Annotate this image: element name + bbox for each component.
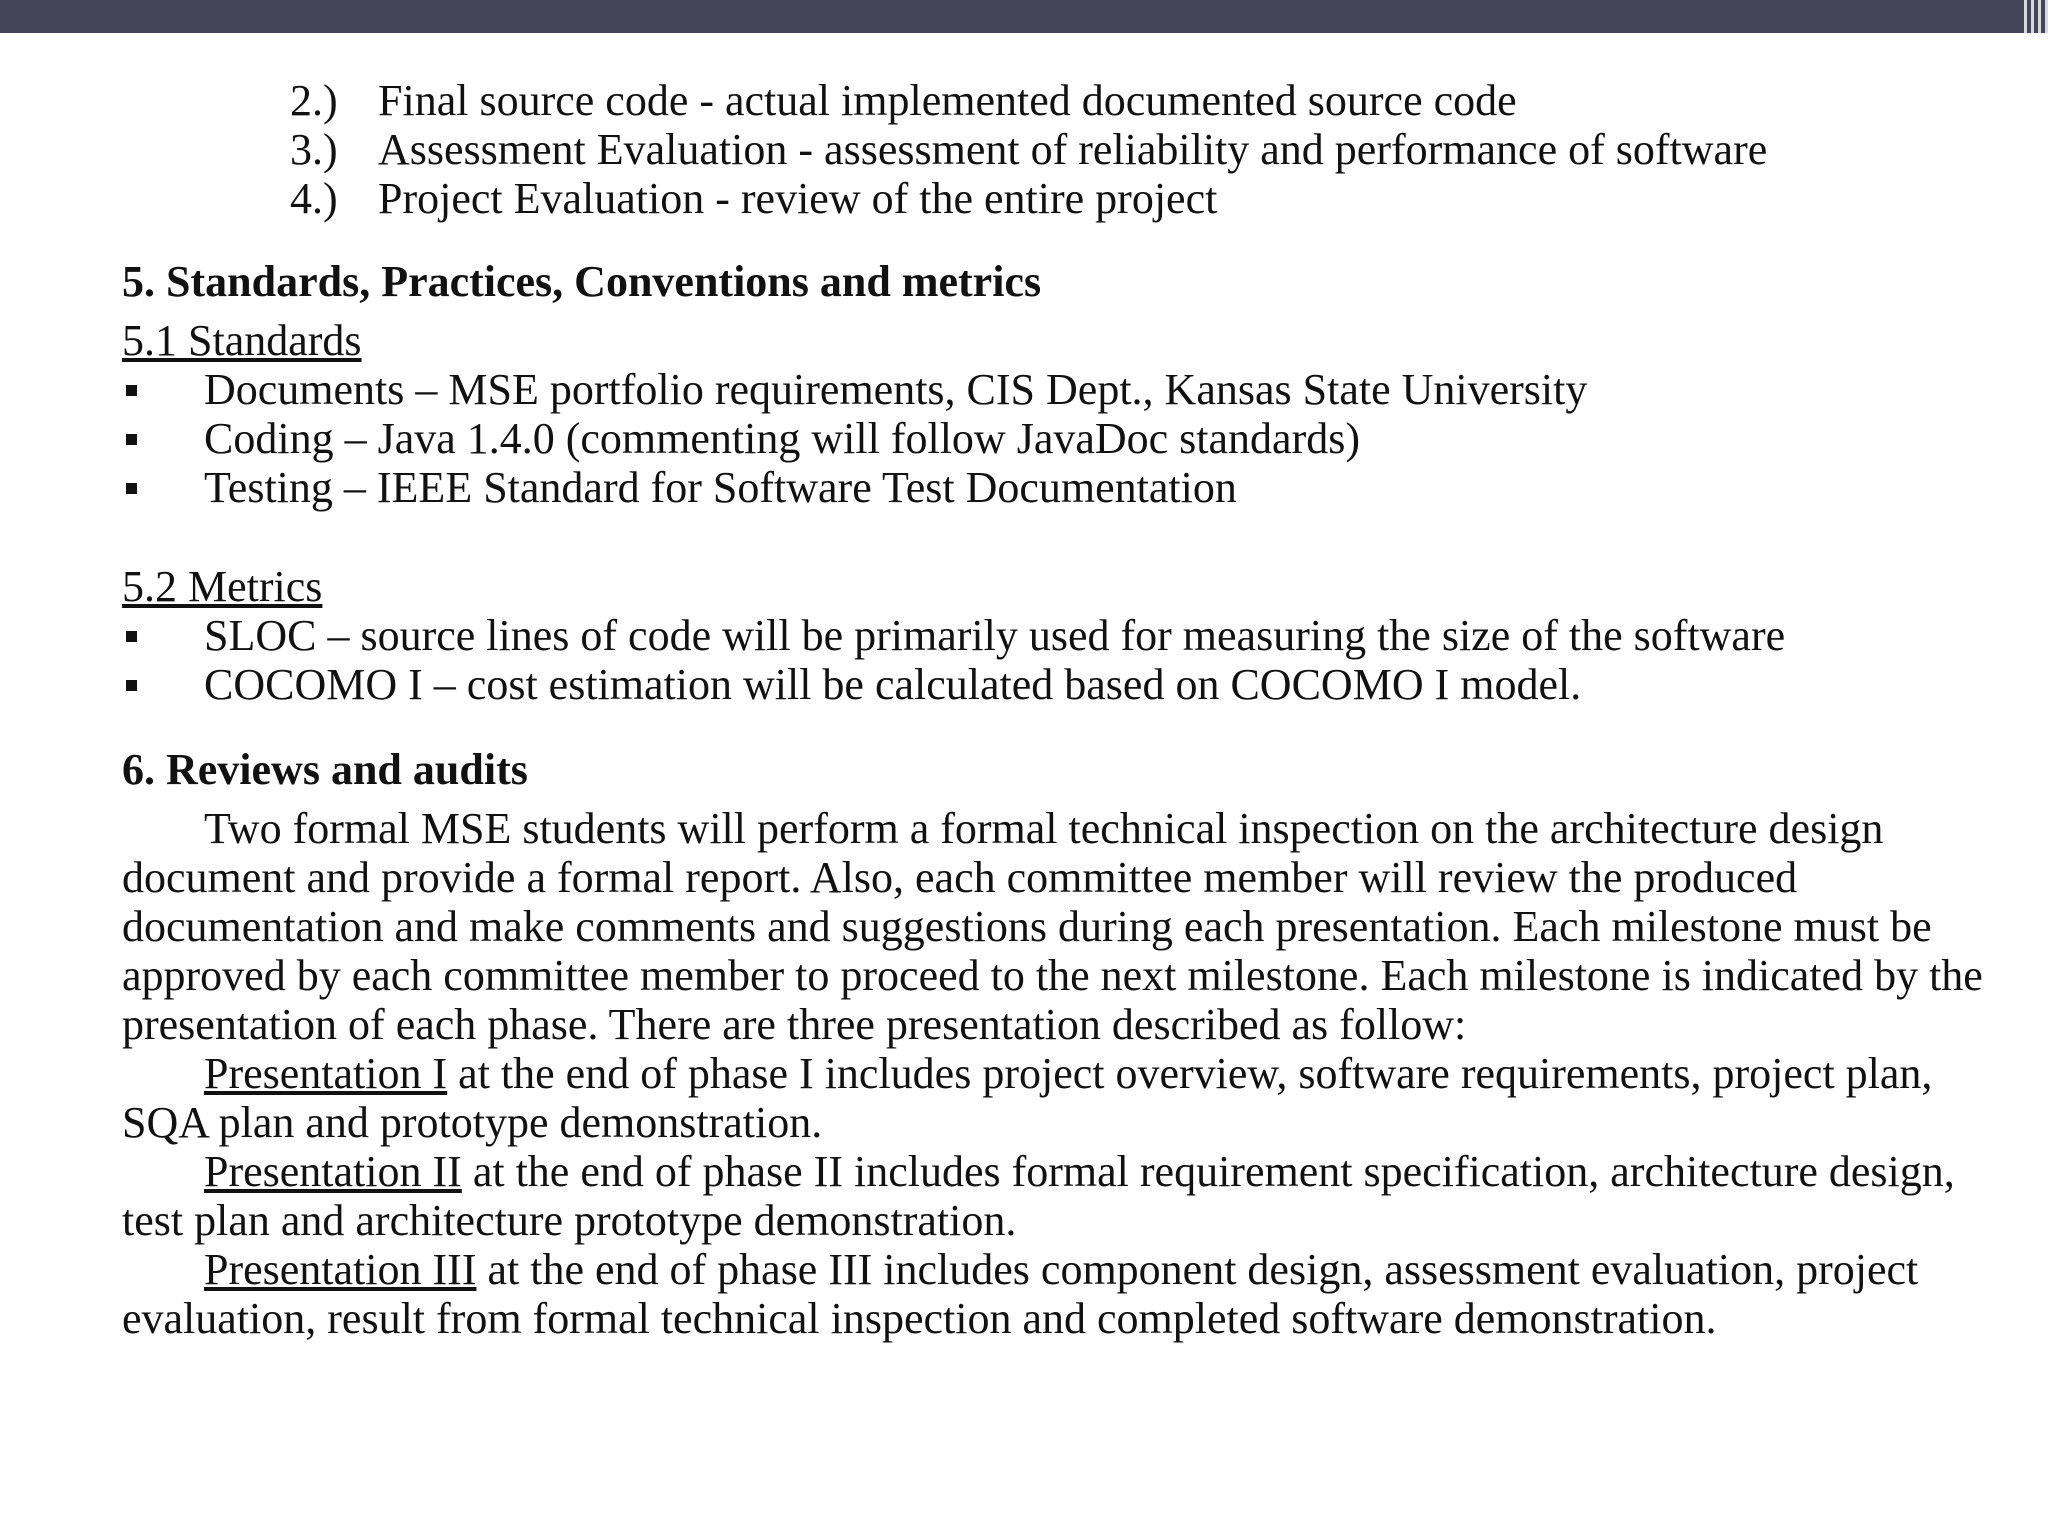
list-item-text: Final source code - actual implemented documented source code xyxy=(378,76,1517,125)
presentation-label: Presentation III xyxy=(204,1245,477,1294)
list-item-text: SLOC – source lines of code will be primarily used for measuring the size of the software xyxy=(204,611,1786,660)
list-item xyxy=(122,365,2012,414)
list-item xyxy=(122,611,2012,660)
slide-corner-stripes xyxy=(2000,0,2048,33)
presentation-text: at the end of phase II includes formal requirement specification, architecture design, test plan and architecture prototype demonstration. xyxy=(122,1147,1955,1245)
slide-top-bar xyxy=(0,0,2048,33)
list-item xyxy=(122,414,2012,463)
list-item-text: Assessment Evaluation - assessment of reliability and performance of software xyxy=(378,125,1768,174)
list-item xyxy=(290,174,2012,223)
list-item xyxy=(122,463,2012,512)
list-item xyxy=(290,76,2012,125)
list-item-text: Documents – MSE portfolio requirements, CIS Dept., Kansas State University xyxy=(204,365,1588,414)
list-item-text: COCOMO I – cost estimation will be calculated based on COCOMO I model. xyxy=(204,660,1582,709)
presentation-paragraph xyxy=(122,1245,2012,1343)
list-item xyxy=(122,660,2012,709)
metrics-subheading: 5.2 Metrics xyxy=(122,562,323,611)
presentation-label: Presentation II xyxy=(204,1147,462,1196)
bullet-square-icon xyxy=(122,463,204,512)
bullet-square-icon xyxy=(122,365,204,414)
list-item-text: Testing – IEEE Standard for Software Test Documentation xyxy=(204,463,1237,512)
list-item-text: Project Evaluation - review of the entire project xyxy=(378,174,1218,223)
reviews-paragraph xyxy=(122,804,2012,1049)
deliverables-list xyxy=(290,76,2012,223)
document-page xyxy=(122,76,2012,1343)
presentation-text: at the end of phase I includes project overview, software requirements, project plan, SQA plan and prototype demonstration. xyxy=(122,1049,1933,1147)
section-6-heading: 6. Reviews and audits xyxy=(122,745,528,794)
paragraph-text: Two formal MSE students will perform a formal technical inspection on the architecture design document and provide a formal report. Also, each committee member will review the produced documentation and make comments and suggestions during each presentation. Each milestone must be approved by each committee member to proceed to the next milestone. Each milestone is indicated by the presentation of each phase. There are three presentation described as follow: xyxy=(122,804,1983,1049)
standards-list xyxy=(122,365,2012,512)
presentation-paragraph xyxy=(122,1147,2012,1245)
list-item-number: 3.) xyxy=(290,125,338,174)
presentation-text: at the end of phase III includes component design, assessment evaluation, project evaluation, result from formal technical inspection and completed software demonstration. xyxy=(122,1245,1919,1343)
list-item-number: 2.) xyxy=(290,76,338,125)
list-item-text: Coding – Java 1.4.0 (commenting will follow JavaDoc standards) xyxy=(204,414,1361,463)
list-item-number: 4.) xyxy=(290,174,338,223)
metrics-list xyxy=(122,611,2012,709)
list-item xyxy=(290,125,2012,174)
bullet-square-icon xyxy=(122,414,204,463)
presentation-paragraph xyxy=(122,1049,2012,1147)
section-5-heading: 5. Standards, Practices, Conventions and metrics xyxy=(122,257,1042,306)
bullet-square-icon xyxy=(122,660,204,709)
bullet-square-icon xyxy=(122,611,204,660)
standards-subheading: 5.1 Standards xyxy=(122,316,362,365)
presentation-label: Presentation I xyxy=(204,1049,448,1098)
